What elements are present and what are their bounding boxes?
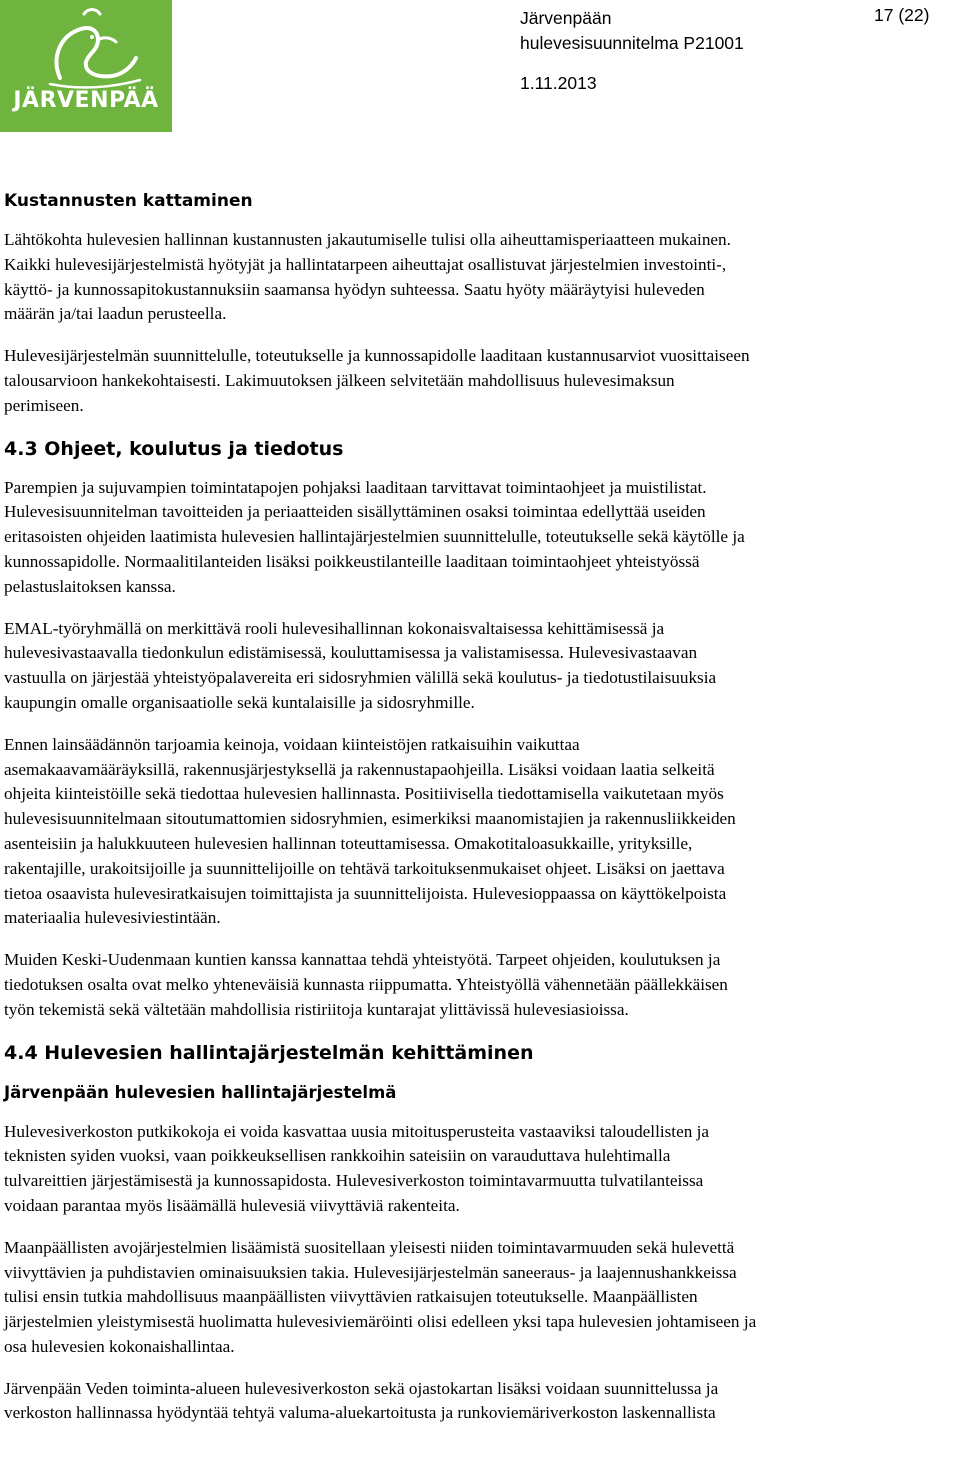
text-line: hulevesisuunnitelmaan sitoutumattomien sidosryhmien, esimerkiksi maanomistajien ja rakennusliikkeiden — [4, 809, 736, 829]
paragraph-open-systems — [4, 1236, 960, 1360]
document-body — [4, 188, 960, 1443]
text-line: Maanpäällisten avojärjestelmien lisäämistä suositellaan yleisesti niiden toimintavarmuuden sekä hulevettä — [4, 1237, 735, 1257]
text-line: osa hulevesien kokonaishallintaa. — [4, 1336, 235, 1356]
text-line: asenteisiin ja halukkuuteen hulevesien hallinnan toteuttamisessa. Omakotitaloasukkaille, yrityksille, — [4, 833, 693, 853]
text-line: Parempien ja sujuvampien toimintatapojen pohjaksi laaditaan tarvittavat toimintaohjeet ja muistilistat. — [4, 477, 707, 497]
text-line: talousarvioon hankekohtaisesti. Lakimuutoksen jälkeen selvitetään mahdollisuus hulevesimaksun — [4, 370, 675, 390]
text-line: verkoston hallinnassa hyödyntää tehtyä valuma-aluekartoitusta ja runkoviemäriverkoston laskennallista — [4, 1403, 716, 1423]
text-line: Hulevesijärjestelmän suunnittelulle, toteutukselle ja kunnossapidolle laaditaan kustannusarviot vuosittaiseen — [4, 346, 750, 366]
paragraph-pipe-network — [4, 1120, 960, 1219]
text-line: rakentajille, urakoitsijoille ja suunnittelijoille on tehtävä tarkoituksenmukaiset ohjeet. Lisäksi on jaettava — [4, 858, 725, 878]
paragraph-cooperation — [4, 948, 960, 1022]
text-line: määrän ja/tai laadun perusteella. — [4, 304, 227, 324]
page-number: 17 (22) — [874, 5, 930, 25]
text-line: tulvareittien järjestämisestä ja kunnossapidosta. Hulevesiverkoston toimintavarmuutta tulvatilanteissa — [4, 1171, 704, 1191]
text-line: Ennen lainsäädännön tarjoamia keinoja, voidaan kiinteistöjen ratkaisuihin vaikuttaa — [4, 734, 580, 754]
text-line: tulisi ensin tutkia mahdollisuus maanpäällisten viivyttävien ratkaisujen toteutukselle. Maanpäällisten — [4, 1287, 698, 1307]
text-line: tiedotuksen osalta ovat melko yhteneväisiä kunnasta riippumatta. Yhteistyöllä vähennetään päällekkäisen — [4, 974, 728, 994]
logo-wordmark: JÄRVENPÄÄ — [13, 88, 159, 113]
text-line: hulevesivastaavalla tiedonkulun edistämisessä, kouluttamisessa ja valistamisessa. Hulevesivastaavan — [4, 643, 698, 663]
paragraph-budget — [4, 344, 960, 418]
header-document-title: hulevesisuunnitelma P21001 — [520, 33, 744, 53]
heading-4-4: 4.4 Hulevesien hallintajärjestelmän kehittäminen — [4, 1041, 534, 1064]
paragraph-emal — [4, 617, 960, 716]
text-line: Hulevesiverkoston putkikokoja ei voida kasvattaa uusia mitoitusperusteita vastaaviksi taloudellisten ja — [4, 1121, 710, 1141]
jarvenpaa-logo — [0, 0, 172, 132]
text-line: pelastuslaitoksen kanssa. — [4, 576, 176, 596]
text-line: materiaalia hulevesiviestintään. — [4, 908, 221, 928]
paragraph-network-maps — [4, 1377, 960, 1427]
text-line: tietoa osaavista hulevesiratkaisujen toimittajista ja suunnittelijoista. Hulevesioppaassa on käyttökelpoista — [4, 883, 727, 903]
heading-kustannusten-kattaminen: Kustannusten kattaminen — [4, 191, 253, 211]
paragraph-cost-principle — [4, 228, 960, 327]
text-line: järjestelmien yleistymisestä huolimatta hulevesiviemäröinti olisi edelleen yksi tapa hulevesien johtamiseen ja — [4, 1312, 757, 1332]
text-line: EMAL-työryhmällä on merkittävä rooli hulevesihallinnan kokonaisvaltaisessa kehittämisessä ja — [4, 618, 665, 638]
text-line: vastuulla on järjestää yhteistyöpalavereita eri sidosryhmien välillä sekä koulutus- ja tiedotustilaisuuksia — [4, 668, 717, 688]
text-line: Lähtökohta hulevesien hallinnan kustannusten jakautumiselle tulisi olla aiheuttamisperiaatteen mukainen. — [4, 230, 731, 249]
text-line: työn tekemistä sekä vältetään mahdollisia ristiriitoja kuntarajat ylittävissä hulevesiasioissa. — [4, 999, 629, 1019]
paragraph-guidelines — [4, 500, 960, 599]
text-line: perimiseen. — [4, 395, 84, 415]
header-date: 1.11.2013 — [520, 73, 597, 93]
text-line: kunnossapidolle. Normaalitilanteiden lisäksi poikkeustilanteille laaditaan toimintaohjeet yhteistyössä — [4, 551, 700, 571]
text-line: Kaikki hulevesijärjestelmistä hyötyjät ja hallintatarpeen aiheuttajat osallistuvat järjestelmien investointi-, — [4, 254, 727, 274]
text-line: eritasoisten ohjeiden laatimista hulevesien hallintajärjestelmien suunnittelulle, toteutukselle sekä käytölle ja — [4, 527, 745, 547]
text-line: käyttö- ja kunnossapitokustannuksiin saamansa hyödyn suhteessa. Saatu hyöty määräytyisi huleveden — [4, 279, 705, 299]
text-line: voidaan parantaa myös lisäämällä hulevesiä viivyttäviä rakenteita. — [4, 1195, 460, 1215]
text-line: teknisten syiden vuoksi, vaan poikkeuksellisen rankkoihin sateisiin on varauduttava hulehtimalla — [4, 1146, 671, 1166]
text-line: Hulevesisuunnitelman tavoitteiden ja periaatteiden sisällyttäminen osaksi toimintaa edellyttää useiden — [4, 502, 706, 522]
paragraph-guidelines-intro — [4, 476, 960, 501]
text-line: asemakaavamääräyksillä, rakennusjärjestyksellä ja rakennustapaohjeilla. Lisäksi voidaan laatia selkeitä — [4, 759, 715, 779]
header-organization: Järvenpään — [520, 8, 612, 28]
text-line: ohjeita kiinteistöille sekä tiedottaa hulevesien hallinnasta. Positiivisella tiedottamisella vaikutetaan myös — [4, 784, 724, 804]
text-line: viivyttävien ja puhdistavien ominaisuuksien takia. Hulevesijärjestelmän saneeraus- ja laajennushankkeissa — [4, 1262, 737, 1282]
heading-4-3: 4.3 Ohjeet, koulutus ja tiedotus — [4, 437, 344, 460]
text-line: kaupungin omalle organisaatiolle sekä kuntalaisille ja sidosryhmille. — [4, 692, 475, 712]
subheading-jarvenpaa-system: Järvenpään hulevesien hallintajärjestelmä — [4, 1082, 397, 1102]
paragraph-legislation — [4, 733, 960, 931]
text-line: Muiden Keski-Uudenmaan kuntien kanssa kannattaa tehdä yhteistyötä. Tarpeet ohjeiden, koulutuksen ja — [4, 950, 721, 970]
text-line: Järvenpään Veden toiminta-alueen hulevesiverkoston sekä ojastokartan lisäksi voidaan suunnittelussa ja — [4, 1378, 719, 1398]
